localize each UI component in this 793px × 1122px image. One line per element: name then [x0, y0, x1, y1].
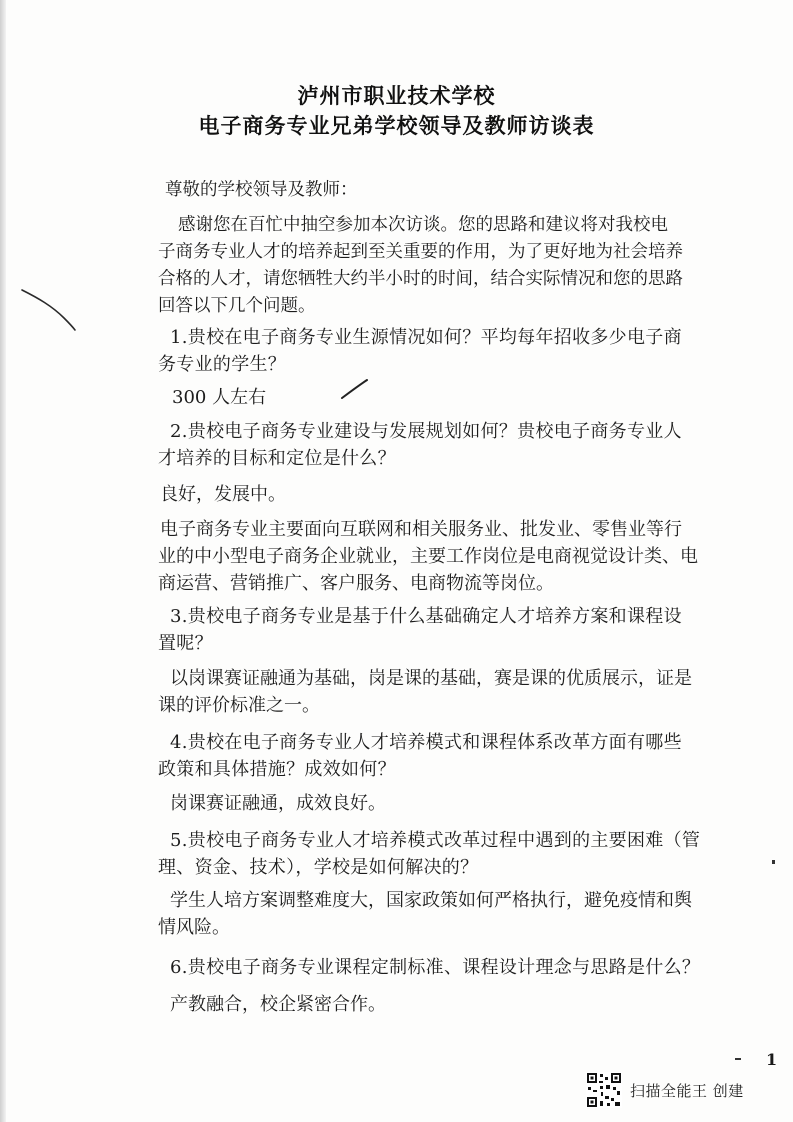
answer-2-line: 商运营、营销推广、客户服务、电商物流等岗位。: [158, 573, 554, 594]
question-2-cont: 才培养的目标和定位是什么？: [158, 448, 396, 469]
greeting: 尊敬的学校领导及教师：: [165, 180, 358, 200]
scan-speck: [735, 1058, 741, 1060]
scan-speck: [772, 860, 775, 864]
question-4-cont: 政策和具体措施？成效如何？: [158, 759, 396, 780]
question-6: 6.贵校电子商务专业课程定制标准、课程设计理念与思路是什么？: [170, 957, 701, 978]
scan-shadow-edge: [0, 0, 6, 1122]
intro-line: 子商务专业人才的培养起到至关重要的作用，为了更好地为社会培养: [158, 242, 683, 262]
question-3: 3.贵校电子商务专业是基于什么基础确定人才培养方案和课程设: [170, 606, 682, 627]
qr-code-icon: [586, 1072, 622, 1108]
question-1: 1.贵校在电子商务专业生源情况如何？平均每年招收多少电子商: [170, 327, 682, 348]
answer-2-line: 业的中小型电子商务企业就业，主要工作岗位是电商视觉设计类、电: [158, 546, 698, 567]
question-1-cont: 务专业的学生？: [158, 354, 287, 375]
answer-2: 良好，发展中。: [160, 484, 286, 505]
answer-4: 岗课赛证融通，成效良好。: [170, 793, 386, 814]
question-5-cont: 理、资金、技术），学校是如何解决的？: [158, 857, 479, 878]
watermark-text: 扫描全能王 创建: [630, 1081, 744, 1100]
answer-1: 300 人左右: [172, 387, 267, 408]
answer-3-cont: 课的评价标准之一。: [158, 695, 320, 716]
answer-3: 以岗课赛证融通为基础，岗是课的基础，赛是课的优质展示，证是: [170, 668, 692, 689]
question-2: 2.贵校电子商务专业建设与发展规划如何？贵校电子商务专业人: [170, 421, 682, 442]
question-5: 5.贵校电子商务专业人才培养模式改革过程中遇到的主要困难（管: [170, 830, 701, 851]
question-4: 4.贵校在电子商务专业人才培养模式和课程体系改革方面有哪些: [170, 732, 682, 753]
intro-line: 合格的人才，请您牺牲大约半小时的时间，结合实际情况和您的思路: [158, 269, 683, 289]
question-3-cont: 置呢？: [158, 633, 213, 654]
answer-2-line: 电子商务专业主要面向互联网和相关服务业、批发业、零售业等行: [160, 519, 682, 540]
answer-5: 学生人培方案调整难度大，国家政策如何严格执行，避免疫情和舆: [170, 890, 692, 911]
answer-5-cont: 情风险。: [158, 917, 230, 938]
page-number: 1: [766, 1050, 778, 1069]
pencil-stroke-mark: [20, 288, 80, 332]
intro-line: 感谢您在百忙中抽空参加本次访谈。您的思路和建议将对我校电: [178, 215, 668, 235]
scanner-watermark: [586, 1072, 744, 1108]
document-title-form: 电子商务专业兄弟学校领导及教师访谈表: [198, 114, 595, 138]
document-title-school: 泸州市职业技术学校: [297, 84, 496, 108]
pen-tick-mark: [340, 378, 370, 402]
intro-line: 回答以下几个问题。: [158, 296, 316, 316]
answer-6: 产教融合，校企紧密合作。: [170, 994, 386, 1015]
